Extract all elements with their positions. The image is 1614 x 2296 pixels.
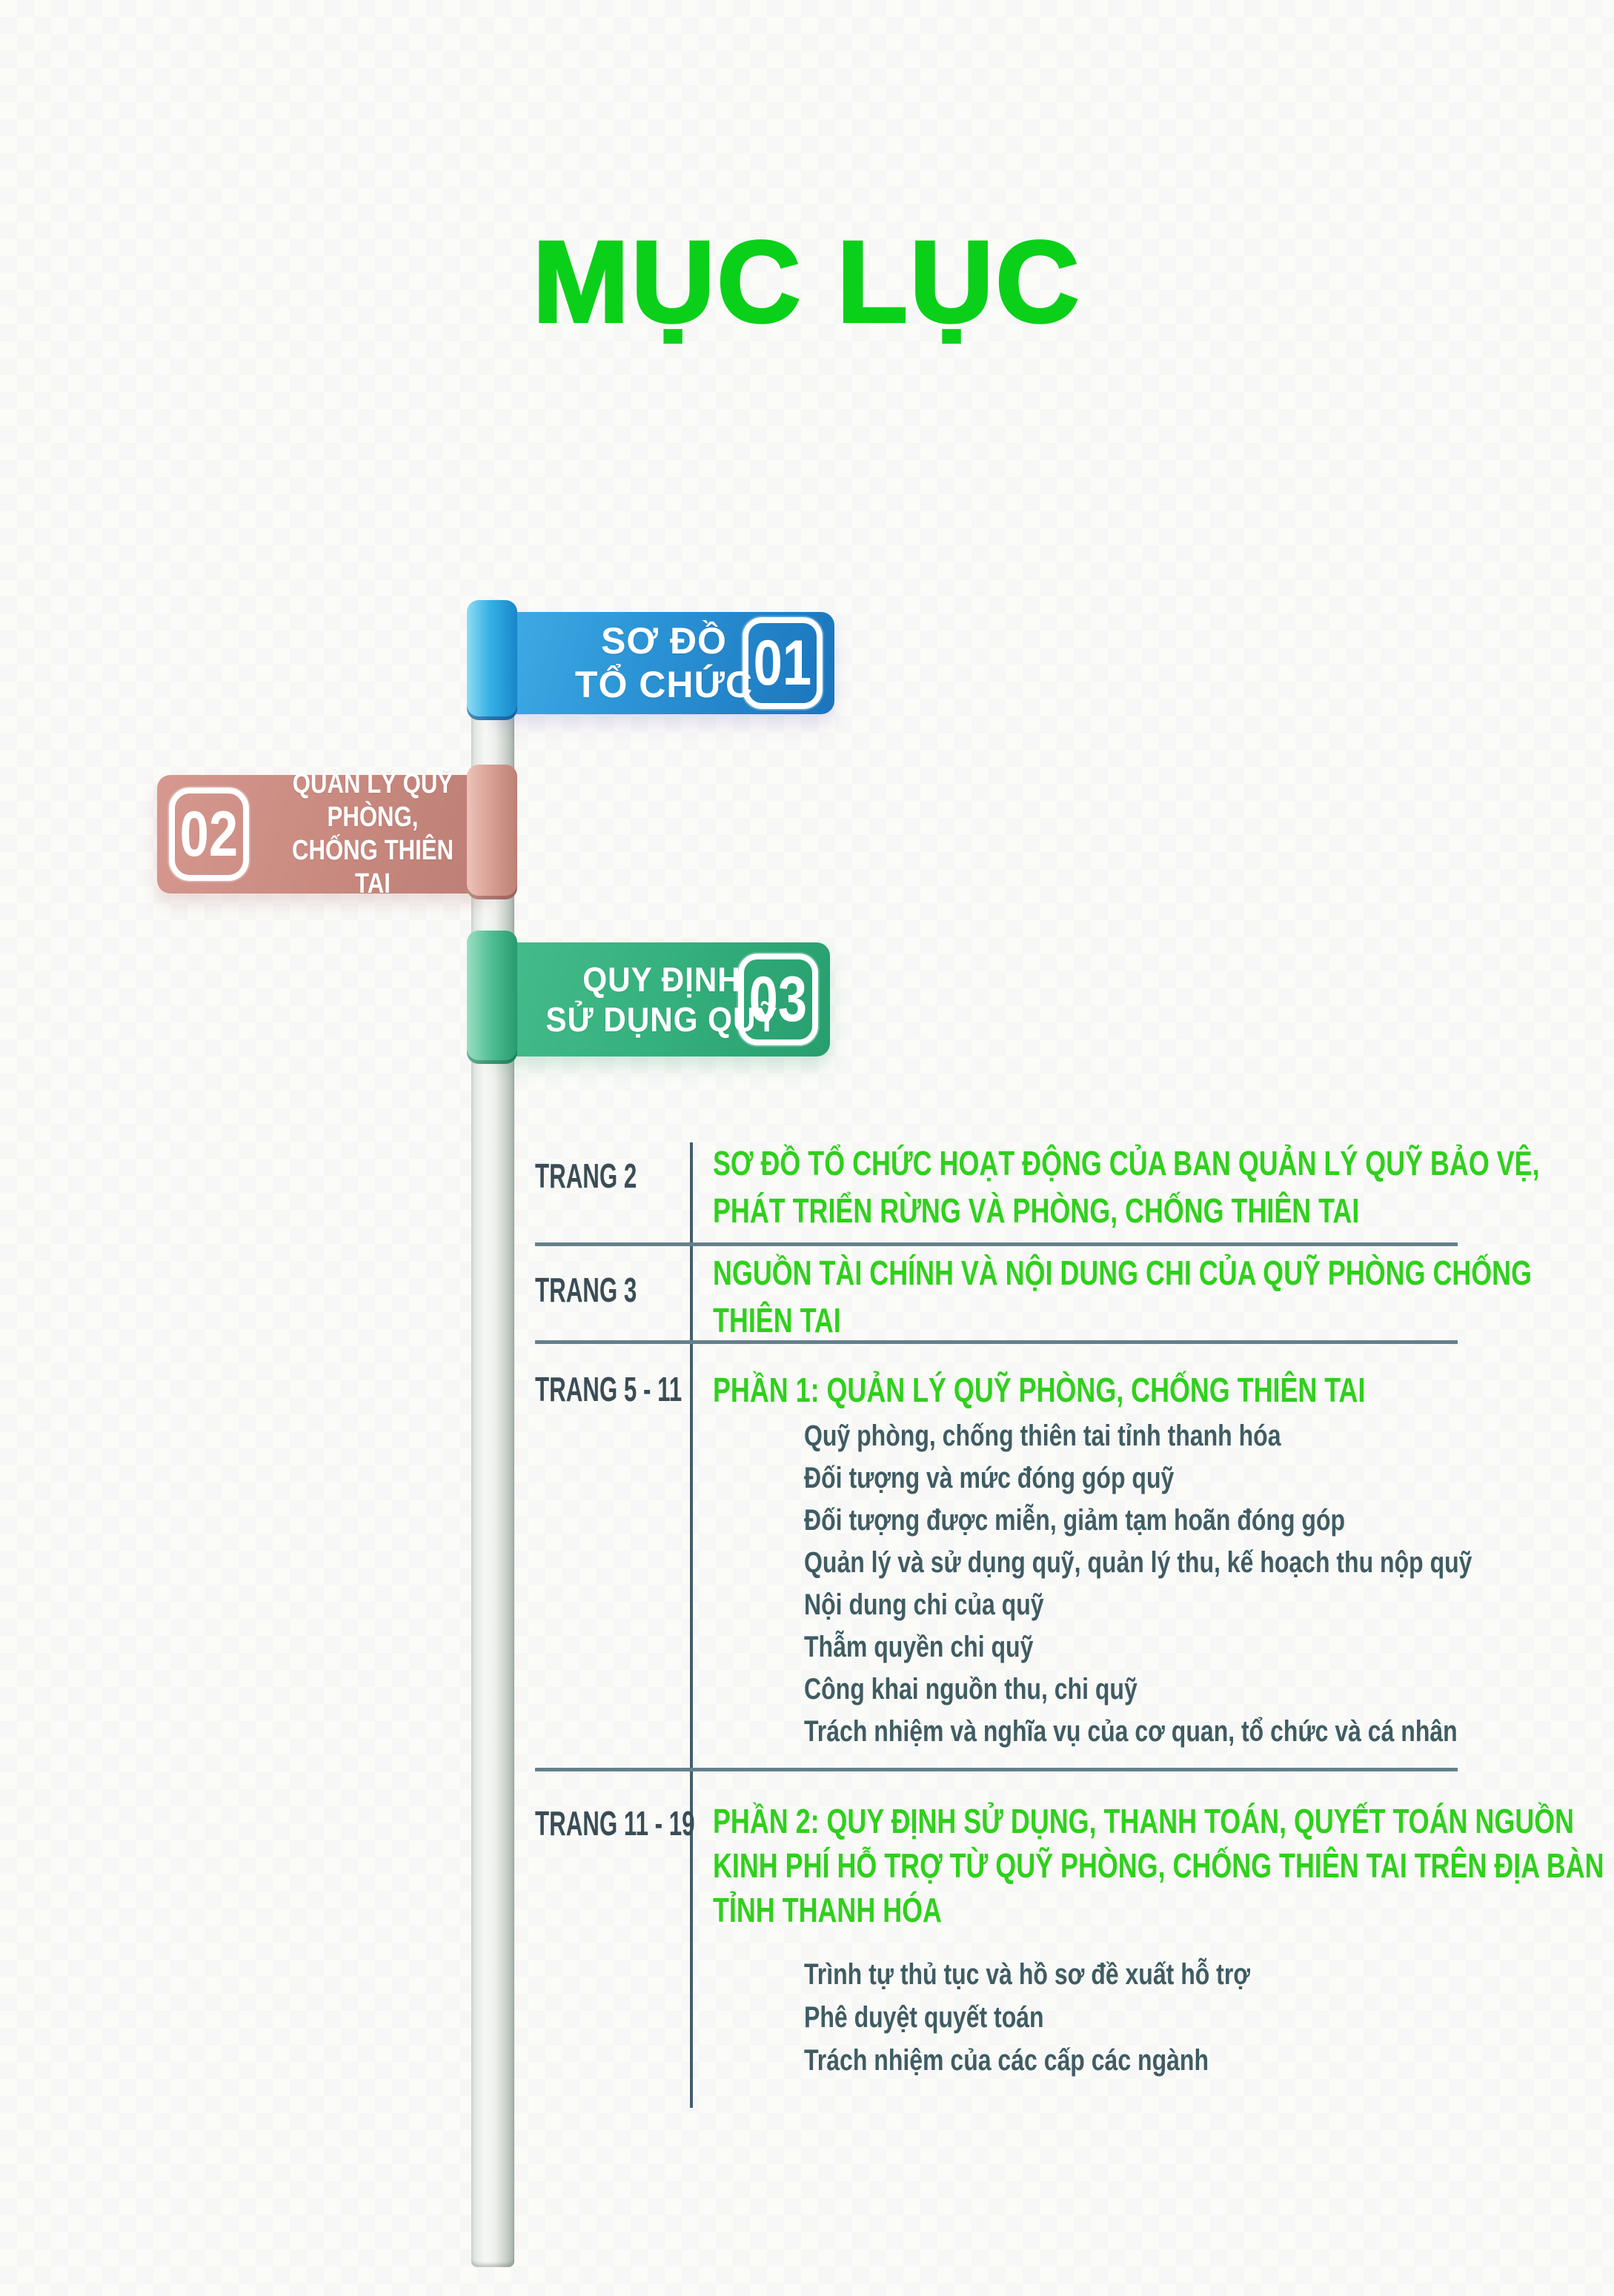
flag-01-number-box [743, 617, 823, 709]
flag-01-sleeve [467, 600, 517, 720]
toc-row-4-page-label: TRANG 11 - 19 [535, 1804, 695, 1843]
toc-row-4-items [804, 1953, 1362, 2082]
toc-row-3-heading [713, 1366, 1550, 1414]
flag-03-number: 03 [748, 963, 808, 1035]
toc-row-3-page-label: TRANG 5 - 11 [535, 1370, 683, 1408]
toc-row-3-heading-line1: PHẦN 1: QUẢN LÝ QUỸ PHÒNG, CHỐNG THIÊN TAI [713, 1371, 1366, 1409]
toc-row-1-heading-line2: PHÁT TRIỂN RỪNG VÀ PHÒNG, CHỐNG THIÊN TAI [713, 1191, 1360, 1230]
toc-sub-item: Quỹ phòng, chống thiên tai tỉnh thanh hóa [804, 1420, 1281, 1452]
flag-02-label-line2: CHỐNG THIÊN TAI [291, 835, 454, 899]
toc-sub-item: Trách nhiệm của các cấp các ngành [804, 2044, 1209, 2077]
page-title: MỤC LỤC [532, 218, 1082, 347]
toc-sub-item: Đối tượng được miễn, giảm tạm hoãn đóng góp [804, 1504, 1346, 1537]
toc-row-1-heading-line1: SƠ ĐỒ TỔ CHỨC HOẠT ĐỘNG CỦA BAN QUẢN LÝ QUỸ BẢO VỆ, [713, 1144, 1540, 1182]
toc-row-2-heading-line2: THIÊN TAI [713, 1301, 841, 1340]
flag-01 [494, 612, 834, 714]
toc-row-4-heading-line1: PHẦN 2: QUY ĐỊNH SỬ DỤNG, THANH TOÁN, QUYẾT TOÁN NGUỒN [713, 1802, 1575, 1840]
flag-01-number: 01 [753, 627, 812, 699]
toc-row-2-heading-line1: NGUỒN TÀI CHÍNH VÀ NỘI DUNG CHI CỦA QUỸ PHÒNG CHỐNG [713, 1254, 1532, 1292]
toc-row-1-page-label: TRANG 2 [535, 1157, 637, 1195]
toc-row-1-heading [713, 1139, 1614, 1234]
toc-row-4-heading [713, 1799, 1614, 1932]
flag-03 [494, 942, 830, 1057]
toc-row-2-heading [713, 1249, 1614, 1344]
flag-02 [157, 768, 492, 899]
flag-02-label-line1: QUẢN LÝ QUỸ PHÒNG, [292, 768, 454, 833]
toc-sub-item: Trình tự thủ tục và hồ sơ đề xuất hỗ trợ [804, 1958, 1251, 1991]
toc-sub-item: Phê duyệt quyết toán [804, 2001, 1044, 2034]
flag-02-label [275, 768, 471, 900]
toc-sub-item: Thẫm quyền chi quỹ [804, 1631, 1034, 1663]
flag-02-sleeve [467, 765, 517, 899]
flag-03-number-box [738, 954, 818, 1045]
toc-row-4-heading-line3: TỈNH THANH HÓA [713, 1891, 942, 1929]
toc-row-2-page-label: TRANG 3 [535, 1271, 637, 1309]
toc-row-separator [535, 1768, 1458, 1771]
toc-sub-item: Nội dung chi của quỹ [804, 1588, 1044, 1621]
flag-03-label-line2: SỬ DỤNG QUỸ [545, 1000, 778, 1039]
flag-01-label-line1: SƠ ĐỒ [601, 620, 727, 662]
toc-sub-item: Quản lý và sử dụng quỹ, quản lý thu, kế hoạch thu nộp quỹ [804, 1546, 1472, 1579]
toc-sub-item: Công khai nguồn thu, chi quỹ [804, 1673, 1138, 1706]
toc-sub-item: Đối tượng và mức đóng góp quỹ [804, 1462, 1175, 1494]
toc-sub-item: Trách nhiệm và nghĩa vụ của cơ quan, tổ chức và cá nhân [804, 1715, 1458, 1748]
toc-row-separator [535, 1242, 1458, 1246]
flag-01-label-line2: TỔ CHỨC [574, 664, 754, 705]
toc-vertical-divider [690, 1142, 693, 2108]
toc-row-4-heading-line2: KINH PHÍ HỖ TRỢ TỪ QUỸ PHÒNG, CHỐNG THIÊN TAI TRÊN ĐỊA BÀN [713, 1846, 1604, 1885]
flag-02-number-box [169, 788, 249, 881]
flag-03-label-line1: QUY ĐỊNH [582, 959, 741, 999]
flag-03-sleeve [467, 931, 517, 1064]
toc-row-3-items [804, 1415, 1614, 1753]
flag-02-number: 02 [179, 798, 239, 870]
